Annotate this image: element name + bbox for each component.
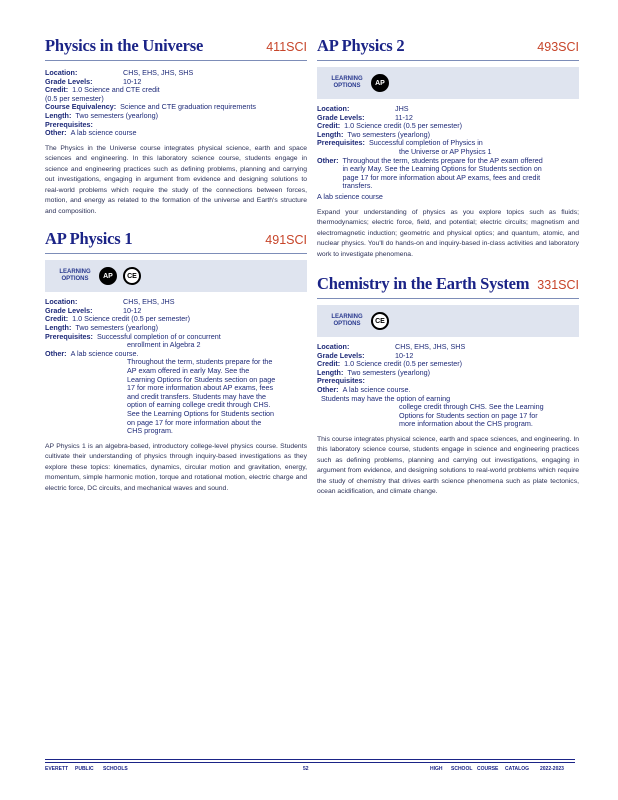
other-note: college credit through CHS. See the Learning Options for Students section on page 17 for more information about the CHS program. xyxy=(399,402,544,429)
prerequisites-label: Prerequisites: xyxy=(45,331,93,341)
equivalency-value: Science and CTE graduation requirements xyxy=(120,102,256,112)
course-header xyxy=(45,229,307,254)
course-title: AP Physics 1 xyxy=(45,229,133,249)
location-value: CHS, EHS, JHS, SHS xyxy=(395,342,466,352)
grade-levels-label: Grade Levels: xyxy=(45,76,93,86)
length-label: Length: xyxy=(317,367,344,377)
course-chemistry-earth xyxy=(317,274,579,498)
grade-levels-value: 10-12 xyxy=(123,76,142,86)
grade-levels-label: Grade Levels: xyxy=(317,112,365,122)
learning-options-box xyxy=(45,260,307,292)
course-code: 491SCI xyxy=(265,233,307,248)
other-note: Throughout the term, students prepare for the AP exam offered in early May. See the Learning Options for Students section on page 17 for more information about AP exams, fees and credit transfers. Students may have the option of earning college credit through CHS. See the Learning Options for Students section on page 17 for more information about the CHS program. xyxy=(127,357,276,436)
footer-guide-2: SCHOOL xyxy=(451,766,473,772)
course-title: Chemistry in the Earth System xyxy=(317,274,530,294)
other-value: A lab science course. xyxy=(342,385,411,394)
course-code: 411SCI xyxy=(266,40,307,54)
course-header xyxy=(317,274,579,299)
location-value: CHS, EHS, JHS xyxy=(123,297,175,307)
footer-divider-2 xyxy=(45,762,575,763)
footer-guide-3: COURSE xyxy=(477,766,499,772)
grade-levels-value: 10-12 xyxy=(123,305,142,315)
prerequisites-label: Prerequisites: xyxy=(317,138,365,148)
page-footer xyxy=(45,766,575,778)
left-column xyxy=(45,36,307,502)
grade-levels-value: 11-12 xyxy=(395,112,413,122)
course-description: The Physics in the Universe course integrates physical science, earth and space sciences and engineering. In this laboratory science course, students engage in science and engineering practices such as defining problems, planning and carrying out investigations, engaging in argument from evidence and designing solutions to real-world problems which require the study of the connections between forces, motion, and energy as related to the formation of the universe and Earth's structure and composition. xyxy=(45,144,307,215)
college-credit-icon: CE xyxy=(123,267,141,285)
other-value-2: Students may have the option of earning xyxy=(321,393,451,403)
length-label: Length: xyxy=(45,323,72,333)
ap-icon: AP xyxy=(371,74,389,92)
length-value: Two semesters (yearlong) xyxy=(347,367,431,377)
footer-guide-4: CATALOG xyxy=(505,766,529,772)
learning-options-box xyxy=(317,305,579,337)
footer-guide-1: HIGH xyxy=(430,766,443,772)
course-code: 493SCI xyxy=(537,40,579,54)
length-label: Length: xyxy=(317,129,344,139)
footer-district-1: EVERETT xyxy=(45,766,69,772)
course-code: 331SCI xyxy=(537,278,579,293)
grade-levels-value: 10-12 xyxy=(395,350,414,360)
course-ap-physics-2 xyxy=(317,36,579,260)
prerequisites-value-2: enrollment in Algebra 2 xyxy=(127,340,201,350)
equivalency-label: Course Equivalency: xyxy=(45,102,117,112)
location-label: Location: xyxy=(45,68,78,77)
credit-value: 1.0 Science credit (0.5 per semester) xyxy=(344,121,463,131)
other-label: Other: xyxy=(45,128,67,138)
prerequisites-value: Successful completion of Physics in xyxy=(368,138,483,148)
other-note: Throughout the term, students prepare for the AP exam offered in early May. See the Learning Options for Students section on page 17 for more information about AP exams, fees and credit transfers. xyxy=(342,155,543,191)
length-value: Two semesters (yearlong) xyxy=(347,129,431,139)
credit-label: Credit: xyxy=(45,85,69,95)
course-header xyxy=(45,36,307,61)
location-label: Location: xyxy=(317,342,350,352)
prerequisites-value: Successful completion of or concurrent xyxy=(96,331,221,341)
course-description: This course integrates physical science, earth and space sciences, and engineering. In this laboratory science course, students engage in science and engineering practices such as defining problems, planning and carrying out investigations, engaging in argument from evidence, and designing solutions to real-world problems which require the study of chemistry that drives earth science phenomena such as plate tectonics, ocean acidification, and climate change. xyxy=(317,435,579,496)
course-description: AP Physics 1 is an algebra-based, introductory college-level physics course. Students cultivate their understanding of physics through inquiry-based investigations as they explore these topics: kinematics, dynamics, circular motion and gravitation, energy, momentum, simple harmonic motion, torque and rotational motion, electric charge and electric force, DC circuits, and mechanical waves and sound. xyxy=(45,442,307,492)
credit-value-2: (0.5 per semester) xyxy=(45,93,104,103)
length-value: Two semesters (yearlong) xyxy=(75,323,159,333)
prerequisites-label: Prerequisites: xyxy=(317,376,365,386)
footer-district-3: SCHOOLS xyxy=(103,766,128,772)
learning-options-label: LEARNING OPTIONS xyxy=(59,269,91,283)
credit-label: Credit: xyxy=(45,314,69,324)
ap-icon: AP xyxy=(99,267,117,285)
other-label: Other: xyxy=(45,348,67,358)
course-title: AP Physics 2 xyxy=(317,36,405,55)
learning-options-label: LEARNING OPTIONS xyxy=(331,314,363,328)
location-value: CHS, EHS, JHS, SHS xyxy=(123,68,194,77)
learning-options-label: LEARNING OPTIONS xyxy=(331,76,363,89)
location-label: Location: xyxy=(317,104,350,113)
other-value: A lab science course xyxy=(317,191,383,201)
length-value: Two semesters (yearlong) xyxy=(75,110,159,120)
credit-label: Credit: xyxy=(317,121,341,131)
course-description: Expand your understanding of physics as you explore topics such as fluids; thermodynamics; electric force, field, and potential; electric circuits; magnetism and electromagnetic induction; geometric and physical optics; and quantum, atomic, and nuclear physics. You'll do hands-on and inquiry-based in-class activities and laboratory work to investigate phenomena. xyxy=(317,208,579,258)
other-value: A lab science course. xyxy=(70,348,139,358)
location-label: Location: xyxy=(45,297,78,307)
credit-value: 1.0 Science credit (0.5 per semester) xyxy=(72,314,191,324)
location-value: JHS xyxy=(395,104,409,113)
other-value: A lab science course xyxy=(70,128,137,138)
credit-value: 1.0 Science credit (0.5 per semester) xyxy=(344,359,463,369)
course-info xyxy=(317,343,579,429)
footer-divider xyxy=(45,759,575,760)
prerequisites-value-2: the Universe or AP Physics 1 xyxy=(399,146,492,156)
right-column xyxy=(317,36,579,506)
other-label: Other: xyxy=(317,155,339,165)
grade-levels-label: Grade Levels: xyxy=(45,305,93,315)
course-header xyxy=(317,36,579,61)
course-ap-physics-1 xyxy=(45,229,307,494)
learning-options-box xyxy=(317,67,579,99)
length-label: Length: xyxy=(45,110,72,120)
credit-value: 1.0 Science and CTE credit xyxy=(72,85,160,95)
footer-district-2: PUBLIC xyxy=(75,766,94,772)
course-info xyxy=(45,69,307,138)
course-info xyxy=(45,298,307,436)
other-label: Other: xyxy=(317,385,339,394)
college-credit-icon: CE xyxy=(371,312,389,330)
grade-levels-label: Grade Levels: xyxy=(317,350,365,360)
page-number: 52 xyxy=(303,766,309,772)
course-title: Physics in the Universe xyxy=(45,36,204,55)
footer-year: 2022-2023 xyxy=(540,766,564,772)
course-physics-universe xyxy=(45,36,307,217)
credit-label: Credit: xyxy=(317,359,341,369)
course-info xyxy=(317,105,579,202)
prerequisites-label: Prerequisites: xyxy=(45,119,93,129)
